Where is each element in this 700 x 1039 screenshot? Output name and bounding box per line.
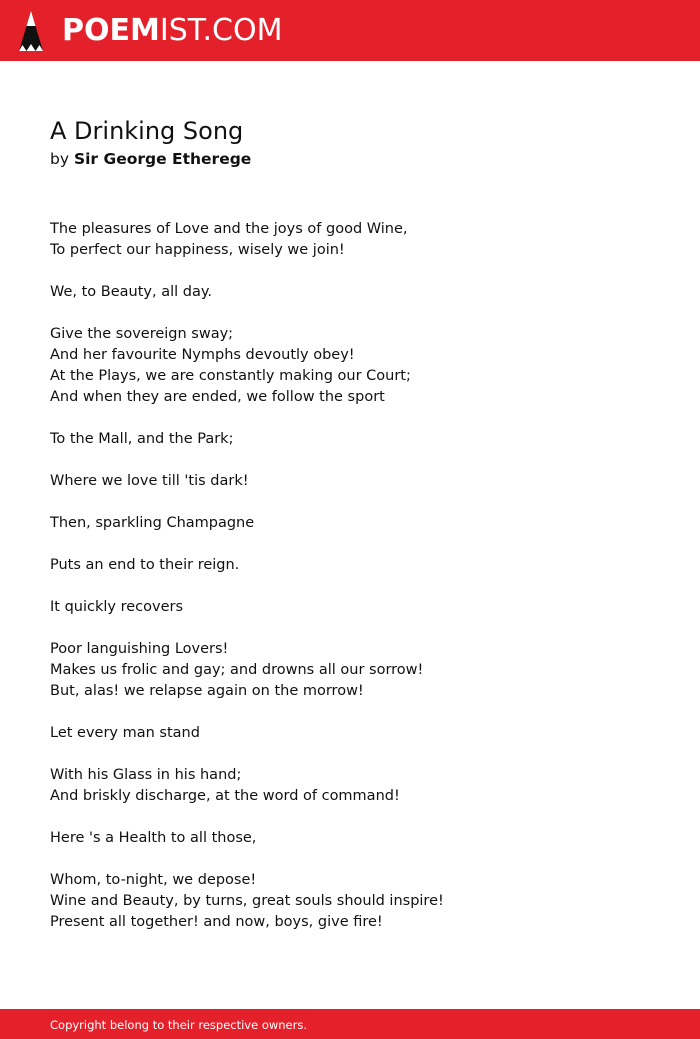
poem-line: Present all together! and now, boys, give fire! bbox=[50, 914, 383, 930]
site-logo[interactable] bbox=[62, 11, 282, 51]
byline-prefix: by bbox=[50, 150, 70, 168]
stanza-break bbox=[50, 534, 650, 555]
stanza-break bbox=[50, 450, 650, 471]
poem-line: To perfect our happiness, wisely we join! bbox=[50, 242, 345, 258]
poem-line: And her favourite Nymphs devoutly obey! bbox=[50, 347, 355, 363]
poem-line: Puts an end to their reign. bbox=[50, 557, 240, 573]
poem-line: And briskly discharge, at the word of command! bbox=[50, 788, 400, 804]
poem-line: With his Glass in his hand; bbox=[50, 767, 242, 783]
poem-line: Wine and Beauty, by turns, great souls should inspire! bbox=[50, 893, 444, 909]
stanza-break bbox=[50, 702, 650, 723]
poem-line: Here 's a Health to all those, bbox=[50, 830, 257, 846]
poem-body bbox=[50, 219, 650, 933]
poem-line: At the Plays, we are constantly making our Court; bbox=[50, 368, 411, 384]
poem-line: But, alas! we relapse again on the morrow! bbox=[50, 683, 364, 699]
poem-line: Give the sovereign sway; bbox=[50, 326, 234, 342]
poem-line: We, to Beauty, all day. bbox=[50, 284, 212, 300]
stanza-break bbox=[50, 744, 650, 765]
copyright-notice: Copyright belong to their respective owners. bbox=[50, 1018, 308, 1032]
poem-line: It quickly recovers bbox=[50, 599, 184, 615]
stanza-break bbox=[50, 849, 650, 870]
poem-line: Where we love till 'tis dark! bbox=[50, 473, 249, 489]
stanza-break bbox=[50, 618, 650, 639]
poem-title: A Drinking Song bbox=[50, 117, 244, 145]
logo-text-bold: POEM bbox=[62, 13, 160, 48]
stanza-break bbox=[50, 576, 650, 597]
pencil-icon[interactable] bbox=[18, 10, 44, 52]
logo-text-light: IST.COM bbox=[159, 13, 283, 48]
site-header bbox=[0, 0, 700, 61]
stanza-break bbox=[50, 408, 650, 429]
stanza-break bbox=[50, 807, 650, 828]
stanza-break bbox=[50, 261, 650, 282]
poem-line: The pleasures of Love and the joys of good Wine, bbox=[50, 221, 408, 237]
poem-author: Sir George Etherege bbox=[73, 150, 252, 168]
poem-line: Poor languishing Lovers! bbox=[50, 641, 229, 657]
stanza-break bbox=[50, 492, 650, 513]
site-footer bbox=[0, 1009, 700, 1039]
poem-line: Let every man stand bbox=[50, 725, 200, 741]
poem-line: Then, sparkling Champagne bbox=[50, 515, 255, 531]
poem-line: Makes us frolic and gay; and drowns all our sorrow! bbox=[50, 662, 424, 678]
poem-byline bbox=[50, 148, 251, 170]
stanza-break bbox=[50, 303, 650, 324]
poem-line: And when they are ended, we follow the sport bbox=[50, 389, 385, 405]
poem-line: Whom, to-night, we depose! bbox=[50, 872, 257, 888]
poem-line: To the Mall, and the Park; bbox=[50, 431, 234, 447]
